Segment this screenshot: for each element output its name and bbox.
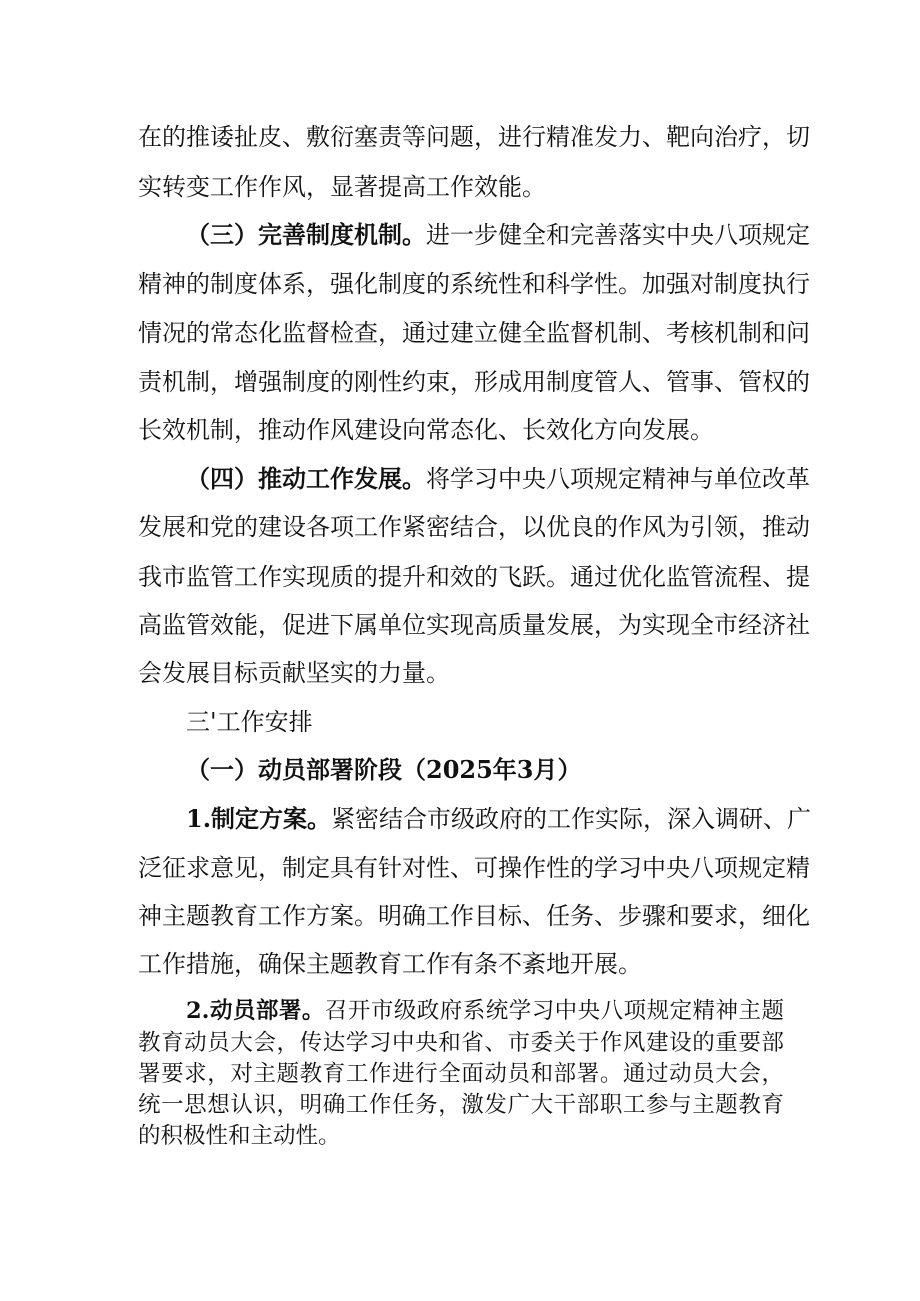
paragraph-line: 工作措施，确保主题教育工作有条不紊地开展。 [138,950,642,978]
item-lead: 2.动员部署。 [186,998,325,1024]
paragraph-line: 精神的制度体系，强化制度的系统性和科学性。加强对制度执行 [138,270,810,298]
paragraph-line: 神主题教育工作方案。明确工作目标、任务、步骤和要求，细化 [138,902,810,930]
paragraph-line: 署要求，对主题教育工作进行全面动员和部署。通过动员大会， [138,1061,784,1087]
paragraph-line: 高监管效能，促进下属单位实现高质量发展，为实现全市经济社 [138,611,810,639]
paragraph-line: 会发展目标贡献坚实的力量。 [138,659,450,687]
paragraph-line: 教育动员大会，传达学习中央和省、市委关于作风建设的重要部 [138,1030,784,1056]
item-lead: 1.制定方案。 [186,804,332,833]
paragraph-first-line [186,459,810,494]
paragraph-first-line [186,799,812,834]
section-lead: （三）完善制度机制。 [186,220,426,249]
paragraph-line: 的积极性和主动性。 [138,1123,341,1149]
paragraph-line: 长效机制，推动作风建设向常态化、长效化方向发展。 [138,416,714,444]
paragraph-text: 将学习中央八项规定精神与单位改革 [426,465,810,493]
paragraph-first-line [186,993,784,1025]
paragraph-line: 责机制，增强制度的刚性约束，形成用制度管人、管事、管权的 [138,368,810,396]
paragraph-line: 我市监管工作实现质的提升和效的飞跃。通过优化监管流程、提 [138,563,810,591]
paragraph-text: 紧密结合市级政府的工作实际，深入调研、广 [331,805,812,833]
section-lead: （四）推动工作发展。 [186,464,426,493]
paragraph-line: 实转变工作作风，显著提高工作效能。 [138,173,546,201]
section-heading: 三'工作安排 [186,708,313,736]
paragraph-line: 在的推诿扯皮、敷衍塞责等问题，进行精准发力、靶向治疗，切 [138,123,810,151]
paragraph-line: 发展和党的建设各项工作紧密结合，以优良的作风为引领，推动 [138,513,810,541]
paragraph-line: 情况的常态化监督检查，通过建立健全监督机制、考核机制和问 [138,319,810,347]
paragraph-first-line [186,215,810,250]
paragraph-line: 统一思想认识，明确工作任务，激发广大干部职工参与主题教育 [138,1092,784,1118]
paragraph-line: 泛征求意见，制定具有针对性、可操作性的学习中央八项规定精 [138,854,810,882]
paragraph-text: 进一步健全和完善落实中央八项规定 [426,221,810,249]
subsection-heading: （一）动员部署阶段（2025年3月） [186,755,582,784]
paragraph-text: 召开市级政府系统学习中央八项规定精神主题 [324,998,784,1024]
